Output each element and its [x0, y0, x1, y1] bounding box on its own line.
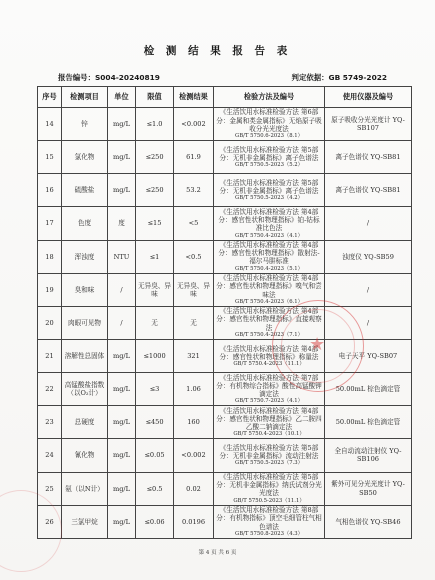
- table-row: [38, 406, 412, 439]
- row-result: 61.9: [174, 141, 214, 174]
- row-item: 锌: [62, 108, 108, 141]
- header-item: 检测项目: [62, 87, 108, 108]
- row-unit: mg/L: [108, 472, 136, 505]
- row-result: <5: [174, 207, 214, 240]
- method-standard: GB/T 5750.4-2023（6.1）: [235, 298, 303, 305]
- row-unit: mg/L: [108, 339, 136, 372]
- row-limit: ≤450: [136, 406, 174, 439]
- row-instrument: 气相色谱仪 YQ-SB46: [325, 505, 412, 538]
- method-description: 《生活饮用水标准检验方法 第5部分：无机非金属指标》流动注射法: [219, 443, 319, 461]
- row-limit: 无: [136, 306, 174, 339]
- row-method: [214, 406, 325, 439]
- report-meta: [58, 72, 387, 84]
- header-result: 检测结果: [174, 87, 214, 108]
- method-standard: GB/T 5750.4-2023（7.1）: [235, 331, 303, 338]
- row-instrument: 50.00mL 棕色滴定管: [325, 373, 412, 406]
- header-instrument: 使用仪器及编号: [325, 87, 412, 108]
- row-unit: NTU: [108, 240, 136, 273]
- row-item: 氰化物: [62, 439, 108, 472]
- row-result: 53.2: [174, 174, 214, 207]
- row-no: 22: [38, 373, 62, 406]
- row-result: 160: [174, 406, 214, 439]
- method-description: 《生活饮用水标准检验方法 第4部分：感官性状和物理指标》散射法-福尔马肼标准: [218, 240, 320, 266]
- row-unit: mg/L: [108, 174, 136, 207]
- judgement-basis-value: GB 5749-2022: [328, 73, 387, 82]
- row-item: 总硬度: [62, 406, 108, 439]
- row-limit: ≤3: [136, 373, 174, 406]
- method-standard: GB/T 5750.4-2023（10.1）: [233, 431, 305, 438]
- method-standard: GB/T 5750.4-2023（5.1）: [235, 265, 303, 272]
- page-title: 检 测 结 果 报 告 表: [143, 45, 292, 57]
- table-row: [38, 174, 412, 207]
- row-instrument: 原子吸收分光光度计 YQ-SB107: [325, 108, 412, 141]
- judgement-basis: [292, 72, 387, 83]
- row-limit: ≤0.05: [136, 439, 174, 472]
- table-row: [38, 108, 412, 141]
- row-unit: mg/L: [108, 406, 136, 439]
- row-result: <0.002: [174, 439, 214, 472]
- row-limit: ≤15: [136, 207, 174, 240]
- table-row: [38, 339, 412, 372]
- row-item: 色度: [62, 207, 108, 240]
- row-item: 硫酸盐: [62, 174, 108, 207]
- row-result: 0.0196: [174, 505, 214, 538]
- row-instrument: 电子天平 YQ-SB07: [325, 339, 412, 372]
- row-no: 14: [38, 108, 62, 141]
- row-item: 浑浊度: [62, 240, 108, 273]
- table-row: [38, 505, 412, 538]
- row-unit: mg/L: [108, 108, 136, 141]
- table-header-row: [38, 87, 412, 108]
- table-row: [38, 472, 412, 505]
- row-no: 21: [38, 339, 62, 372]
- method-standard: GB/T 5750.7-2023（4.1）: [235, 398, 303, 405]
- table-row: [38, 240, 412, 273]
- row-instrument: /: [325, 306, 412, 339]
- header-unit: 单位: [108, 87, 136, 108]
- row-no: 19: [38, 273, 62, 306]
- row-no: 16: [38, 174, 62, 207]
- row-result: <0.5: [174, 240, 214, 273]
- row-limit: ≤1.0: [136, 108, 174, 141]
- judgement-basis-label: 判定依据：: [291, 73, 329, 82]
- row-item: 肉眼可见物: [62, 306, 108, 339]
- row-method: [214, 439, 325, 472]
- row-method: [214, 339, 325, 372]
- row-instrument: 50.00mL 棕色滴定管: [325, 406, 412, 439]
- row-no: 20: [38, 306, 62, 339]
- row-limit: ≤0.5: [136, 472, 174, 505]
- row-no: 17: [38, 207, 62, 240]
- row-no: 24: [38, 439, 62, 472]
- row-result: 0.02: [174, 472, 214, 505]
- method-standard: GB/T 5750.4-2023（4.1）: [235, 232, 303, 239]
- row-unit: 度: [108, 207, 136, 240]
- row-method: [214, 240, 325, 273]
- row-no: 25: [38, 472, 62, 505]
- page-footer: 第 4 页 共 6 页: [198, 550, 237, 556]
- method-standard: GB/T 5750.6-2023（8.1）: [235, 133, 303, 140]
- report-number: [58, 72, 160, 83]
- row-method: [214, 141, 325, 174]
- row-result: 321: [174, 339, 214, 372]
- table-row: [38, 306, 412, 339]
- row-method: [214, 108, 325, 141]
- method-standard: GB/T 5750.5-2023（11.1）: [233, 497, 305, 504]
- row-result: 无: [174, 306, 214, 339]
- row-unit: /: [108, 273, 136, 306]
- row-limit: ≤1: [136, 240, 174, 273]
- row-unit: mg/L: [108, 439, 136, 472]
- row-limit: ≤250: [136, 174, 174, 207]
- row-item: 氨（以N计）: [62, 472, 108, 505]
- row-no: 26: [38, 505, 62, 538]
- header-limit: 限值: [136, 87, 174, 108]
- method-description: 《生活饮用水标准检验方法 第8部分：有机物指标》顶空毛细管柱气相色谱法: [216, 506, 322, 531]
- method-standard: GB/T 5750.8-2023（4.3）: [235, 530, 303, 537]
- report-number-value: S004-20240819: [94, 73, 160, 82]
- method-description: 《生活饮用水标准检验方法 第5部分：无机非金属指标》离子色谱法: [219, 178, 319, 196]
- table-row: [38, 141, 412, 174]
- row-unit: mg/L: [108, 505, 136, 538]
- row-unit: mg/L: [108, 141, 136, 174]
- row-limit: ≤0.06: [136, 505, 174, 538]
- report-number-label: 报告编号：: [58, 73, 95, 82]
- row-instrument: /: [325, 273, 412, 306]
- row-method: [214, 306, 325, 339]
- row-item: 高锰酸盐指数（以O₂计）: [62, 373, 108, 406]
- row-method: [214, 207, 325, 240]
- table-row: [38, 273, 412, 306]
- row-result: 1.06: [174, 373, 214, 406]
- row-instrument: 紫外可见分光光度计 YQ-SB50: [325, 472, 412, 505]
- row-limit: ≤1000: [136, 339, 174, 372]
- method-description: 《生活饮用水标准检验方法 第4部分：感官性状和物理指标》称量法: [219, 344, 319, 361]
- row-instrument: 全自动流动注射仪 YQ-SB106: [325, 439, 412, 472]
- method-description: 《生活饮用水标准检验方法 第4部分：感官性状和物理指标》直接观察法: [216, 307, 322, 332]
- row-unit: mg/L: [108, 373, 136, 406]
- method-description: 《生活饮用水标准检验方法 第5部分：无机非金属指标》离子色谱法: [219, 145, 319, 162]
- row-no: 18: [38, 240, 62, 273]
- method-description: 《生活饮用水标准检验方法 第6部分：金属和类金属指标》无焰原子吸收分光光度法: [216, 108, 322, 133]
- header-method: 检验方法及编号: [214, 87, 325, 108]
- table-row: [38, 207, 412, 240]
- row-result: 无异臭、异味: [174, 273, 214, 306]
- row-method: [214, 373, 325, 406]
- row-item: 溶解性总固体: [62, 339, 108, 372]
- row-item: 三氯甲烷: [62, 505, 108, 538]
- row-instrument: /: [325, 207, 412, 240]
- method-description: 《生活饮用水标准检验方法 第5部分：无机非金属指标》纳氏试剂分光光度法: [216, 472, 322, 498]
- row-method: [214, 273, 325, 306]
- row-instrument: 浊度仪 YQ-SB59: [325, 240, 412, 273]
- method-description: 《生活饮用水标准检验方法 第4部分：感官性状和物理指标》铂-钴标准比色法: [218, 207, 320, 233]
- row-instrument: 离子色谱仪 YQ-SB81: [325, 141, 412, 174]
- method-standard: GB/T 5750.5-2023（4.2）: [235, 195, 303, 202]
- method-description: 《生活饮用水标准检验方法 第4部分：感官性状和物理指标》乙二胺四乙酸二钠滴定法: [216, 406, 322, 432]
- row-limit: 无异臭、异味: [136, 273, 174, 306]
- header-no: 序号: [38, 87, 62, 108]
- row-result: <0.002: [174, 108, 214, 141]
- method-standard: GB/T 5750.5-2023（5.2）: [235, 162, 303, 169]
- row-method: [214, 505, 325, 538]
- table-row: [38, 373, 412, 406]
- row-method: [214, 174, 325, 207]
- row-item: 臭和味: [62, 273, 108, 306]
- method-standard: GB/T 5750.5-2023（7.3）: [235, 460, 303, 467]
- method-description: 《生活饮用水标准检验方法 第4部分：感官性状和物理指标》嗅气和尝味法: [216, 274, 322, 299]
- method-description: 《生活饮用水标准检验方法 第7部分：有机物综合指标》酸性高锰酸钾滴定法: [216, 373, 322, 398]
- table-row: [38, 439, 412, 472]
- row-no: 15: [38, 141, 62, 174]
- row-unit: /: [108, 306, 136, 339]
- results-table: [37, 86, 412, 539]
- row-item: 氯化物: [62, 141, 108, 174]
- row-method: [214, 472, 325, 505]
- seal-star-icon: ★: [309, 334, 326, 355]
- method-standard: GB/T 5750.4-2023（11.1）: [233, 360, 305, 367]
- row-limit: ≤250: [136, 141, 174, 174]
- row-instrument: 离子色谱仪 YQ-SB81: [325, 174, 412, 207]
- row-no: 23: [38, 406, 62, 439]
